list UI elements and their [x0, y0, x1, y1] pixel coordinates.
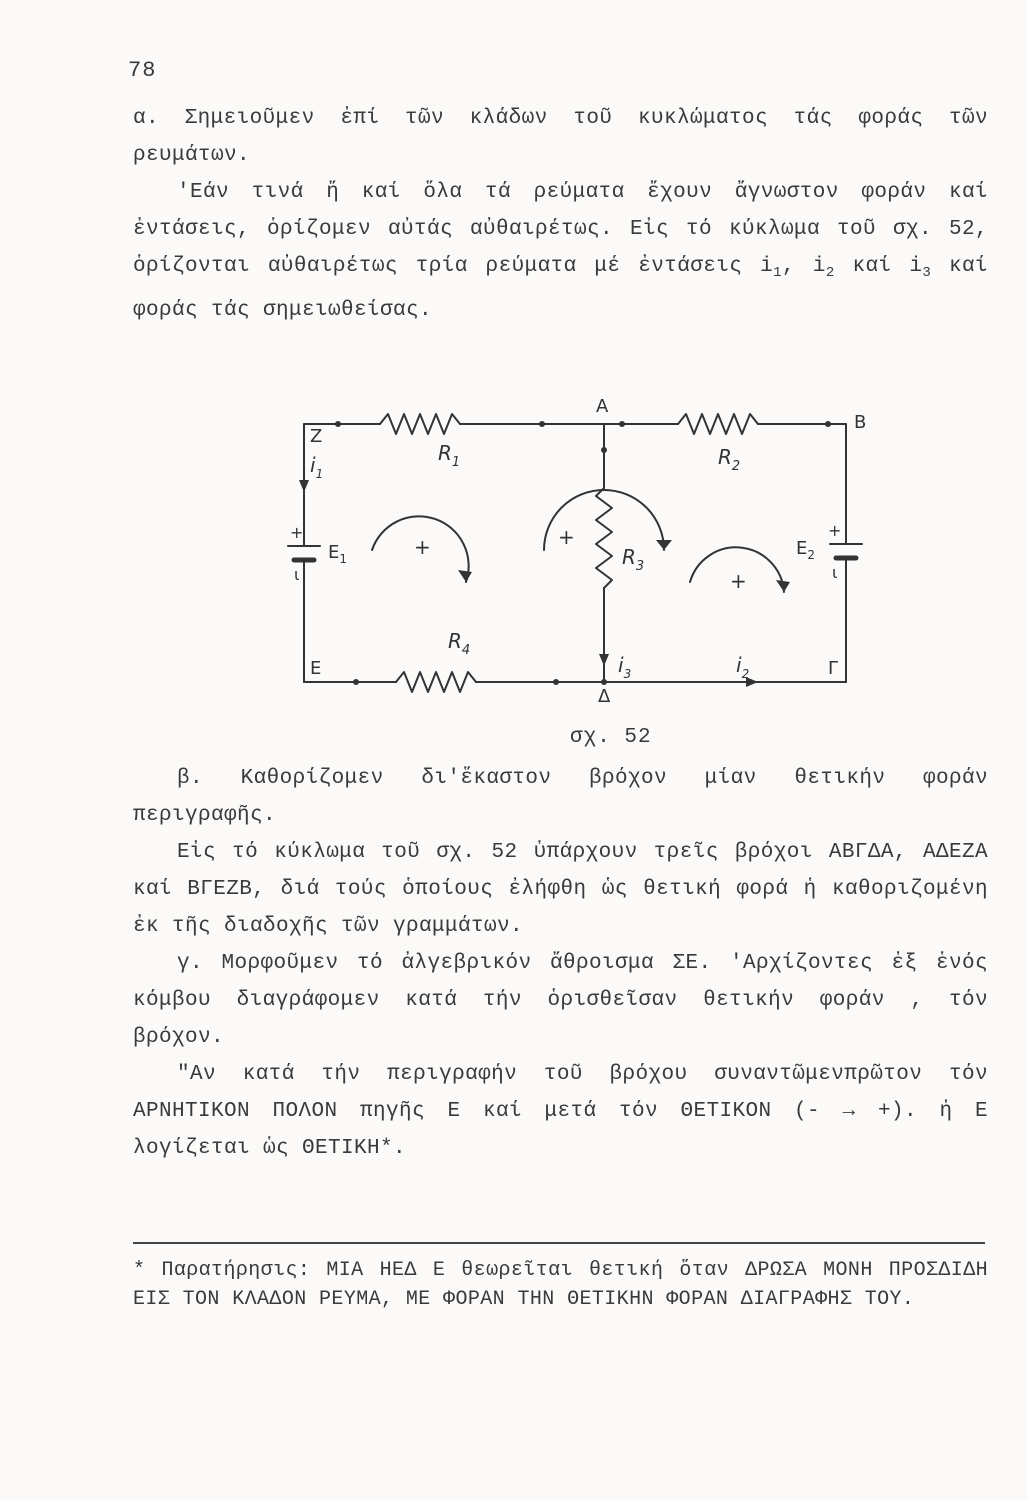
- paragraph-b-continued: Εἰς τό κύκλωμα τοῦ σχ. 52 ὑπάρχουν τρεῖς βρόχοι ΑΒΓΔΑ, ΑΔΕΖΑ καί ΒΓΕΖΒ, διά τούς ὁποίους ἐλήφθη ὡς θετική φορά ἡ καθοριζομένη ἐκ τῆς διαδοχῆς τῶν γραμμάτων.: [133, 841, 988, 938]
- paragraph-a: α. Σημειοῦμεν ἐπί τῶν κλάδων τοῦ κυκλώματος τάς φοράς τῶν ρευμάτων.: [133, 107, 988, 167]
- para-a2-text3: καί φοράς τάς σημειωθείσας.: [133, 255, 988, 323]
- para-a2-text2: καί: [834, 255, 910, 278]
- page-number: 78: [128, 58, 157, 83]
- node-dot-a: [601, 447, 607, 453]
- node-dot-delta: [601, 679, 607, 685]
- current-i1-symbol: i: [760, 255, 774, 278]
- resistor-r3-zigzag: [596, 488, 612, 588]
- node-dot-top-left: [335, 421, 341, 427]
- current-arrowhead-i1: [299, 480, 309, 492]
- node-dot-bottom-r4: [553, 679, 559, 685]
- node-dot-top-a-left: [539, 421, 545, 427]
- paragraph-d: "Αν κατά τήν περιγραφήν τοῦ βρόχου συναντῶμενπρῶτον τόν ΑΡΝΗΤΙΚΟΝ ΠΟΛΟΝ πηγῆς Ε καί μετά τόν ΘΕΤΙΚΟΝ (- → +). ἡ Ε λογίζεται ὡς ΘΕΤΙΚΗ*.: [133, 1063, 988, 1160]
- node-label-z: Z: [310, 426, 323, 447]
- current-i1-subscript: 1: [773, 265, 782, 282]
- battery-e2-plus: +: [828, 521, 842, 540]
- battery-e2-minus: ι: [832, 563, 838, 582]
- resistor-r3-label: $R_3$: [622, 545, 645, 574]
- source-e2-label: $E_2$: [796, 538, 816, 562]
- node-dot-top-a-right: [619, 421, 625, 427]
- node-label-b: B: [854, 412, 867, 433]
- paragraph-b: β. Καθορίζομεν δι'ἕκαστον βρόχον μίαν θετικήν φοράν περιγραφῆς.: [133, 767, 988, 827]
- resistor-r2-label: $R_2$: [718, 445, 741, 474]
- loop-arrowhead-right: [776, 580, 790, 592]
- circuit-diagram: [280, 392, 880, 712]
- footnote-rule: [133, 1242, 985, 1244]
- paragraph-a-continued: [133, 174, 988, 329]
- current-i3-subscript: 3: [922, 265, 932, 282]
- node-dot-top-right: [825, 421, 831, 427]
- resistor-r4-label: $R_4$: [448, 629, 471, 658]
- current-i3-label: $i_3$: [618, 653, 632, 681]
- node-label-a: A: [596, 396, 609, 417]
- footnote: * Παρατήρησις: ΜΙΑ ΗΕΔ Ε θεωρεῖται θετική ὅταν ΔΡΩΣΑ ΜΟΝΗ ΠΡΟΣΔΙΔΗ ΕΙΣ ΤΟΝ ΚΛΑΔΟΝ ΡΕΥΜΑ, ΜΕ ΦΟΡΑΝ ΤΗΝ ΘΕΤΙΚΗΝ ΦΟΡΑΝ ΔΙΑΓΡΑΦΗΣ ΤΟΥ.: [133, 1259, 988, 1311]
- current-i1-label: $i_1$: [310, 453, 324, 481]
- current-i2-subscript: 2: [825, 265, 835, 282]
- current-i2-symbol: i: [812, 255, 826, 278]
- current-arrowhead-i3: [599, 654, 609, 666]
- text-block-bottom: [133, 760, 988, 1167]
- resistor-r4-zigzag: [396, 672, 476, 692]
- node-label-gamma: Γ: [828, 658, 839, 679]
- source-e1-label: $E_1$: [328, 542, 348, 566]
- resistor-r1-label: $R_1$: [438, 441, 461, 470]
- battery-e1-plus: +: [290, 523, 304, 542]
- node-label-delta: Δ: [598, 686, 611, 707]
- figure-caption: σχ. 52: [570, 726, 652, 749]
- battery-e1-minus: ι: [294, 565, 300, 584]
- loop-sign-right: +: [730, 569, 747, 593]
- node-label-e: E: [310, 658, 322, 679]
- text-block-top: [133, 100, 988, 329]
- resistor-r1-zigzag: [380, 414, 460, 434]
- para-a2-separator: ,: [781, 255, 813, 278]
- paragraph-c: γ. Μορφοῦμεν τό ἀλγεβρικόν ἄθροισμα ΣΕ. 'Αρχίζοντες ἐξ ἑνός κόμβου διαγράφομεν κατά τήν ὁρισθεῖσαν θετικήν φοράν , τόν βρόχον.: [133, 952, 988, 1049]
- loop-sign-left: +: [414, 535, 431, 559]
- resistor-r2-zigzag: [678, 414, 758, 434]
- loop-sign-middle: +: [558, 525, 575, 549]
- loop-arrowhead-middle: [656, 540, 672, 550]
- para-a2-text1: 'Εάν τινά ἤ καί ὅλα τά ρεύματα ἔχουν ἄγνωστον φοράν καί ἐντάσεις, ὁρίζομεν αὐτάς αὐθαιρέτως. Εἰς τό κύκλωμα τοῦ σχ. 52, ὁρίζονται αὐθαιρέτως τρία ρεύματα μέ ἐντάσεις: [133, 181, 988, 278]
- node-dot-bottom-left: [353, 679, 359, 685]
- current-i2-label: $i_2$: [736, 653, 750, 681]
- loop-arrowhead-left: [458, 570, 472, 582]
- current-i3-symbol: i: [909, 255, 923, 278]
